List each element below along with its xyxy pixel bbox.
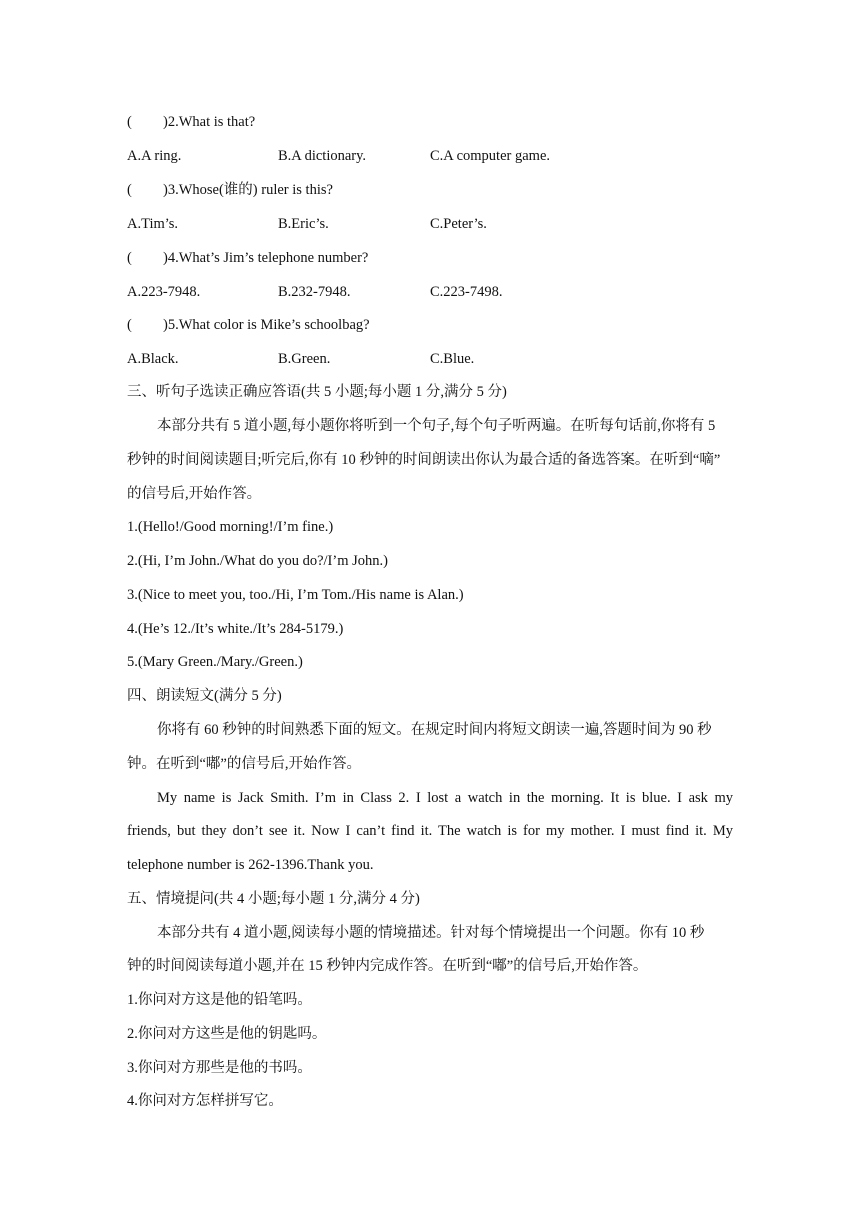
answer-blank[interactable]: ( [127, 182, 132, 198]
passage-line: My name is Jack Smith. I’m in Class 2. I lost a watch in the morning. It is blue. I ask my [157, 790, 733, 806]
list-item: 2.(Hi, I’m John./What do you do?/I’m John.) [127, 553, 388, 569]
section-3-instruction: 的信号后,开始作答。 [127, 486, 262, 502]
option-a: A.Tim’s. [127, 216, 179, 232]
passage-line: telephone number is 262-1396.Thank you. [127, 857, 374, 873]
section-3-heading: 三、听句子选读正确应答语(共 5 小题;每小题 1 分,满分 5 分) [127, 384, 507, 400]
option-b: B.232-7948. [278, 284, 351, 300]
question-2 [127, 112, 255, 132]
option-a: A.Black. [127, 351, 179, 367]
section-4-instruction: 你将有 60 秒钟的时间熟悉下面的短文。在规定时间内将短文朗读一遍,答题时间为 90 秒 [157, 722, 712, 738]
list-item: 4.你问对方怎样拼写它。 [127, 1093, 283, 1109]
answer-blank[interactable]: ( [127, 114, 132, 130]
option-c: C.Blue. [430, 351, 475, 367]
section-4-instruction: 钟。在听到“嘟”的信号后,开始作答。 [127, 756, 361, 772]
question-text: )5.What color is Mike’s schoolbag? [163, 317, 370, 333]
option-c: C.Peter’s. [430, 216, 487, 232]
question-text: )3.Whose(谁的) ruler is this? [163, 182, 333, 198]
option-a: A.223-7948. [127, 284, 201, 300]
question-text: )4.What’s Jim’s telephone number? [163, 250, 369, 266]
question-text: )2.What is that? [163, 114, 256, 130]
answer-blank[interactable]: ( [127, 317, 132, 333]
question-3 [127, 180, 333, 200]
section-4-heading: 四、朗读短文(满分 5 分) [127, 688, 282, 704]
list-item: 1.你问对方这是他的铅笔吗。 [127, 992, 312, 1008]
list-item: 3.你问对方那些是他的书吗。 [127, 1060, 312, 1076]
option-b: B.Eric’s. [278, 216, 329, 232]
passage-line: friends, but they don’t see it. Now I can’t find it. The watch is for my mother. I must find it. My [127, 823, 733, 839]
list-item: 1.(Hello!/Good morning!/I’m fine.) [127, 519, 334, 535]
question-4 [127, 248, 368, 268]
list-item: 3.(Nice to meet you, too./Hi, I’m Tom./His name is Alan.) [127, 587, 464, 603]
option-b: B.A dictionary. [278, 148, 367, 164]
question-5 [127, 315, 370, 335]
option-c: C.223-7498. [430, 284, 503, 300]
section-5-heading: 五、情境提问(共 4 小题;每小题 1 分,满分 4 分) [127, 891, 420, 907]
section-3-instruction: 秒钟的时间阅读题目;听完后,你有 10 秒钟的时间朗读出你认为最合适的备选答案。在听到“嘀” [127, 452, 721, 468]
option-a: A.A ring. [127, 148, 182, 164]
list-item: 5.(Mary Green./Mary./Green.) [127, 654, 303, 670]
answer-blank[interactable]: ( [127, 250, 132, 266]
section-3-instruction: 本部分共有 5 道小题,每小题你将听到一个句子,每个句子听两遍。在听每句话前,你将有 5 [157, 418, 716, 434]
list-item: 4.(He’s 12./It’s white./It’s 284-5179.) [127, 621, 344, 637]
section-5-instruction: 本部分共有 4 道小题,阅读每小题的情境描述。针对每个情境提出一个问题。你有 10 秒 [157, 925, 705, 941]
option-c: C.A computer game. [430, 148, 551, 164]
option-b: B.Green. [278, 351, 331, 367]
section-5-instruction: 钟的时间阅读每道小题,并在 15 秒钟内完成作答。在听到“嘟”的信号后,开始作答。 [127, 958, 648, 974]
list-item: 2.你问对方这些是他的钥匙吗。 [127, 1026, 327, 1042]
